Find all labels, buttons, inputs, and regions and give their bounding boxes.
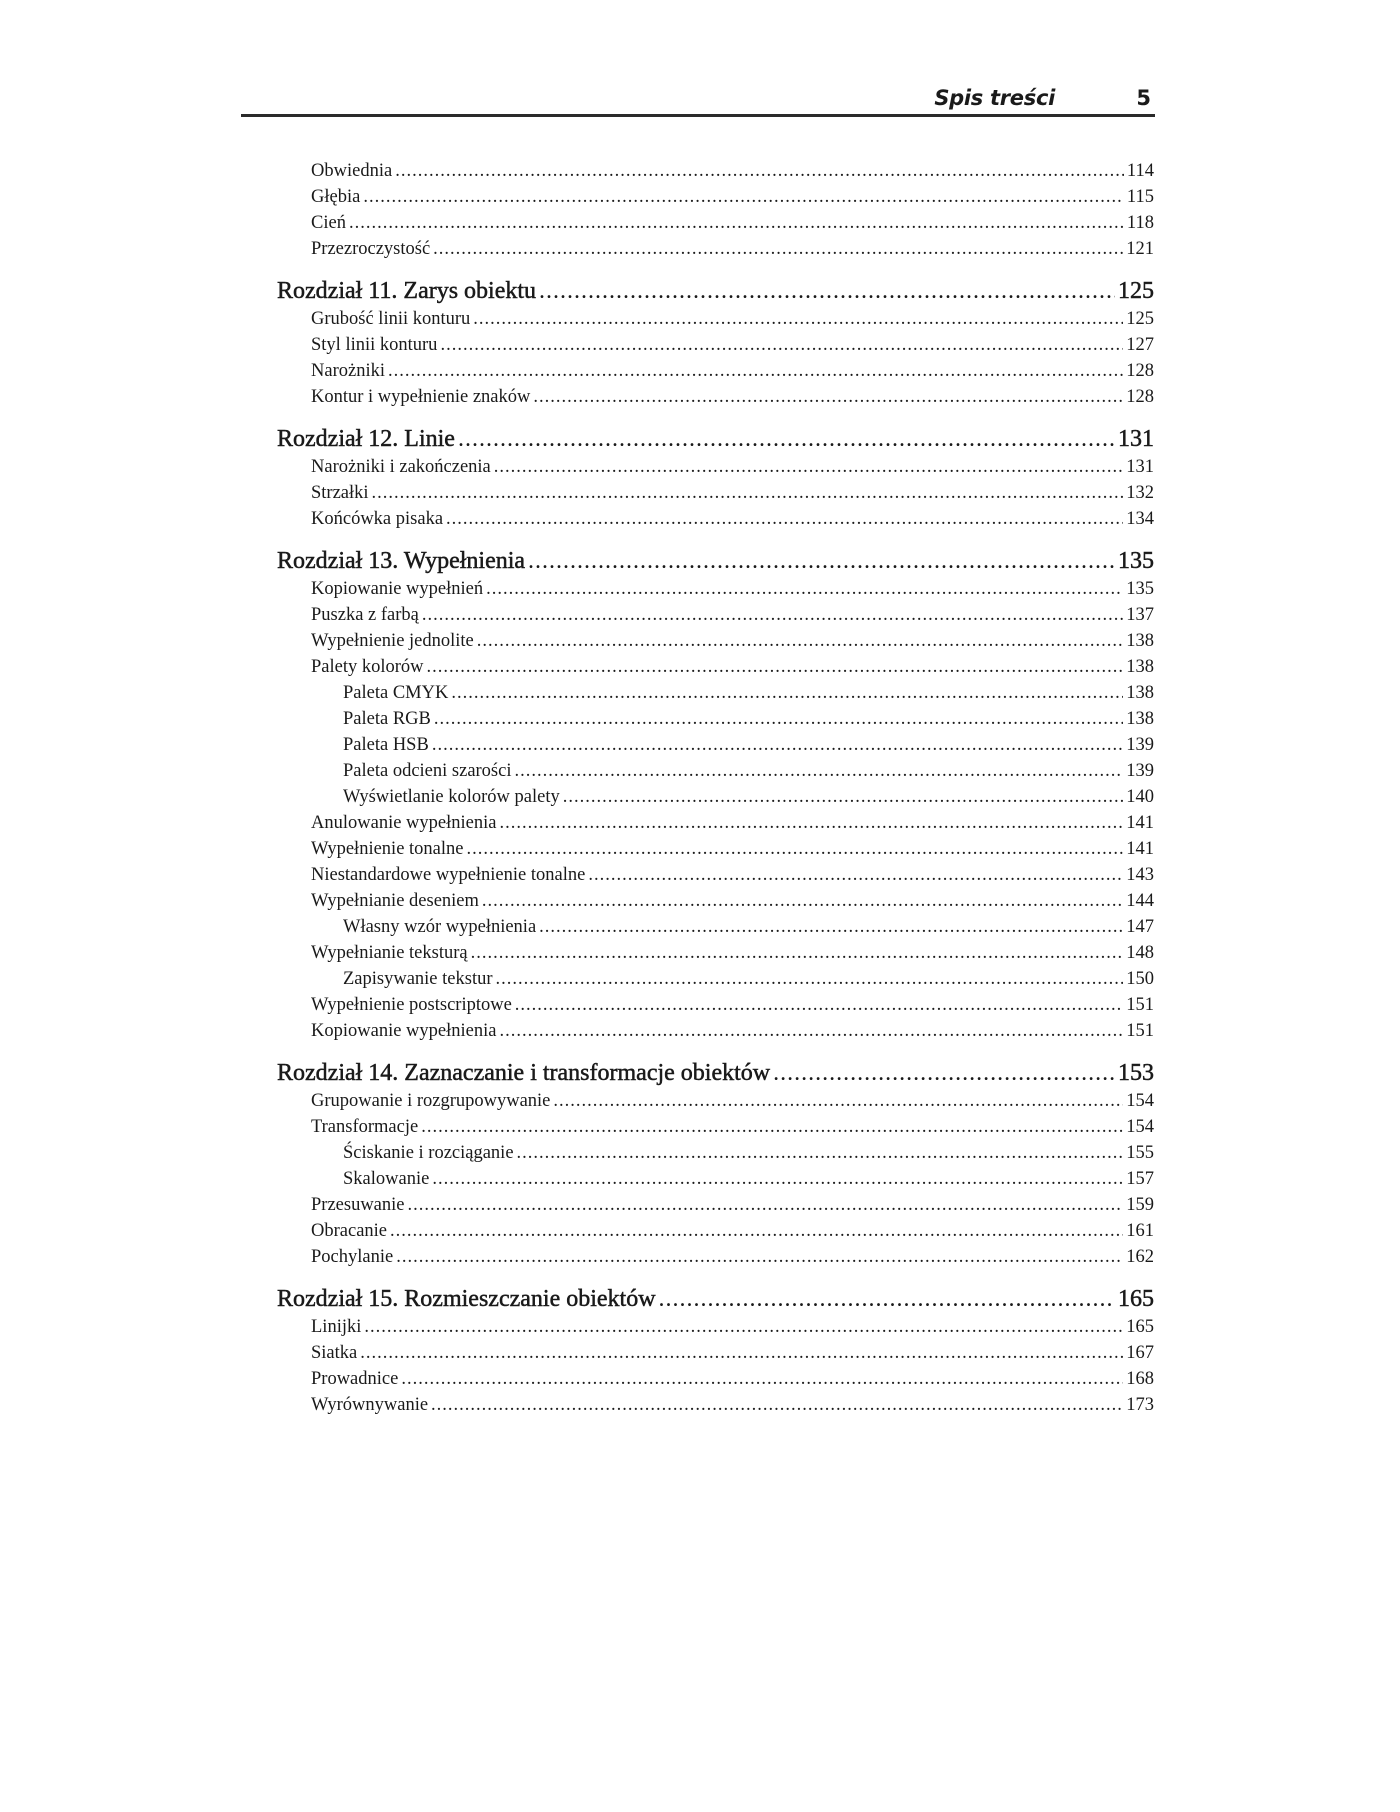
toc-entry[interactable]	[277, 332, 1154, 358]
page-reference: 132	[1126, 483, 1154, 503]
chapter-title: Rozdział 14. Zaznaczanie i transformacje obiektów	[277, 1060, 771, 1086]
page-reference: 131	[1118, 426, 1154, 452]
page-reference: 139	[1126, 761, 1154, 781]
toc-entry[interactable]	[277, 810, 1154, 836]
page-reference: 141	[1126, 813, 1154, 833]
entry-title: Końcówka pisaka	[311, 509, 444, 529]
page-reference: 168	[1126, 1369, 1154, 1389]
page-reference: 125	[1118, 278, 1154, 304]
page-reference: 114	[1126, 161, 1154, 181]
entry-title: Wypełnienie tonalne	[311, 839, 464, 859]
entry-title: Własny wzór wypełnienia	[343, 917, 537, 937]
dot-leader	[451, 680, 1123, 706]
toc-entry[interactable]	[277, 506, 1154, 532]
dot-leader	[433, 236, 1123, 262]
dot-leader	[364, 1314, 1123, 1340]
dot-leader	[372, 480, 1124, 506]
entry-title: Wypełnianie deseniem	[311, 891, 479, 911]
dot-leader	[499, 1018, 1123, 1044]
entry-title: Niestandardowe wypełnienie tonalne	[311, 865, 586, 885]
dot-leader	[517, 1140, 1124, 1166]
entry-title: Styl linii konturu	[311, 335, 438, 355]
dot-leader	[486, 576, 1123, 602]
toc-entry[interactable]	[277, 1018, 1154, 1044]
entry-title: Prowadnice	[311, 1369, 399, 1389]
entry-title: Linijki	[311, 1317, 362, 1337]
dot-leader	[473, 306, 1123, 332]
toc-chapter[interactable]	[277, 1284, 1154, 1314]
entry-title: Paleta odcieni szarości	[343, 761, 512, 781]
toc-chapter[interactable]	[277, 276, 1154, 306]
dot-leader	[539, 914, 1123, 940]
toc-entry[interactable]	[277, 784, 1154, 810]
page-reference: 165	[1126, 1317, 1154, 1337]
entry-title: Wypełnienie postscriptowe	[311, 995, 512, 1015]
dot-leader	[515, 758, 1124, 784]
dot-leader	[395, 158, 1124, 184]
page-reference: 139	[1126, 735, 1154, 755]
page-reference: 154	[1126, 1091, 1154, 1111]
page-reference: 165	[1118, 1286, 1154, 1312]
toc-entry[interactable]	[277, 1218, 1154, 1244]
toc-entry[interactable]	[277, 480, 1154, 506]
page-reference: 115	[1126, 187, 1154, 207]
toc-entry[interactable]	[277, 1244, 1154, 1270]
dot-leader	[482, 888, 1123, 914]
entry-title: Narożniki	[311, 361, 385, 381]
dot-leader	[466, 836, 1123, 862]
page-reference: 128	[1126, 387, 1154, 407]
dot-leader	[539, 276, 1115, 306]
chapter-title: Rozdział 15. Rozmieszczanie obiektów	[277, 1286, 656, 1312]
toc-entry[interactable]	[277, 184, 1154, 210]
dot-leader	[432, 1166, 1123, 1192]
entry-title: Kontur i wypełnienie znaków	[311, 387, 531, 407]
page-reference: 134	[1126, 509, 1154, 529]
page-reference: 154	[1126, 1117, 1154, 1137]
toc-entry[interactable]	[277, 836, 1154, 862]
entry-title: Grupowanie i rozgrupowywanie	[311, 1091, 551, 1111]
toc-entry[interactable]	[277, 758, 1154, 784]
toc-entry[interactable]	[277, 384, 1154, 410]
page-reference: 147	[1126, 917, 1154, 937]
entry-title: Narożniki i zakończenia	[311, 457, 491, 477]
toc-chapter[interactable]	[277, 424, 1154, 454]
toc-entry[interactable]	[277, 454, 1154, 480]
entry-title: Paleta CMYK	[343, 683, 449, 703]
toc-entry[interactable]	[277, 940, 1154, 966]
dot-leader	[421, 1114, 1123, 1140]
toc-entry[interactable]	[277, 1340, 1154, 1366]
page-reference: 131	[1126, 457, 1154, 477]
page-reference: 157	[1126, 1169, 1154, 1189]
toc-entry[interactable]	[277, 602, 1154, 628]
chapter-title: Rozdział 12. Linie	[277, 426, 455, 452]
dot-leader	[388, 358, 1123, 384]
dot-leader	[349, 210, 1124, 236]
entry-title: Strzałki	[311, 483, 369, 503]
page-reference: 138	[1126, 683, 1154, 703]
entry-title: Przesuwanie	[311, 1195, 405, 1215]
toc-entry[interactable]	[277, 888, 1154, 914]
page-reference: 141	[1126, 839, 1154, 859]
entry-title: Obwiednia	[311, 161, 393, 181]
dot-leader	[434, 706, 1123, 732]
toc-entry[interactable]	[277, 914, 1154, 940]
page-reference: 162	[1126, 1247, 1154, 1267]
page-reference: 118	[1126, 213, 1154, 233]
toc-entry[interactable]	[277, 1140, 1154, 1166]
entry-title: Puszka z farbą	[311, 605, 419, 625]
dot-leader	[458, 424, 1115, 454]
toc-entry[interactable]	[277, 1392, 1154, 1418]
dot-leader	[515, 992, 1123, 1018]
page-reference: 135	[1118, 548, 1154, 574]
toc-entry[interactable]	[277, 1114, 1154, 1140]
dot-leader	[422, 602, 1123, 628]
toc-entry[interactable]	[277, 628, 1154, 654]
dot-leader	[477, 628, 1123, 654]
page-reference: 135	[1126, 579, 1154, 599]
toc-entry[interactable]	[277, 1088, 1154, 1114]
toc-entry[interactable]	[277, 1314, 1154, 1340]
dot-leader	[773, 1058, 1115, 1088]
page-reference: 173	[1126, 1395, 1154, 1415]
entry-title: Transformacje	[311, 1117, 419, 1137]
entry-title: Pochylanie	[311, 1247, 394, 1267]
toc-entry[interactable]	[277, 1166, 1154, 1192]
dot-leader	[360, 1340, 1123, 1366]
toc-entry[interactable]	[277, 862, 1154, 888]
page-reference: 138	[1126, 657, 1154, 677]
header-rule	[241, 114, 1155, 117]
toc-entry[interactable]	[277, 966, 1154, 992]
toc-entry[interactable]	[277, 306, 1154, 332]
page-number: 5	[1136, 86, 1151, 110]
dot-leader	[533, 384, 1123, 410]
entry-title: Głębia	[311, 187, 361, 207]
entry-title: Skalowanie	[343, 1169, 430, 1189]
dot-leader	[408, 1192, 1124, 1218]
toc-entry[interactable]	[277, 654, 1154, 680]
page-reference: 148	[1126, 943, 1154, 963]
entry-title: Kopiowanie wypełnień	[311, 579, 484, 599]
dot-leader	[446, 506, 1123, 532]
dot-leader	[528, 546, 1115, 576]
toc-entry[interactable]	[277, 358, 1154, 384]
page-reference: 153	[1118, 1060, 1154, 1086]
dot-leader	[496, 966, 1124, 992]
entry-title: Cień	[311, 213, 346, 233]
toc-entry[interactable]	[277, 576, 1154, 602]
page-reference: 121	[1126, 239, 1154, 259]
chapter-title: Rozdział 11. Zarys obiektu	[277, 278, 537, 304]
toc-chapter[interactable]	[277, 546, 1154, 576]
dot-leader	[659, 1284, 1115, 1314]
page-reference: 140	[1126, 787, 1154, 807]
toc-entry[interactable]	[277, 732, 1154, 758]
entry-title: Wyświetlanie kolorów palety	[343, 787, 560, 807]
entry-title: Wyrównywanie	[311, 1395, 429, 1415]
page-reference: 151	[1126, 995, 1154, 1015]
page-reference: 144	[1126, 891, 1154, 911]
entry-title: Zapisywanie tekstur	[343, 969, 493, 989]
dot-leader	[396, 1244, 1123, 1270]
page-reference: 128	[1126, 361, 1154, 381]
page-reference: 167	[1126, 1343, 1154, 1363]
dot-leader	[390, 1218, 1123, 1244]
dot-leader	[432, 732, 1123, 758]
chapter-title: Rozdział 13. Wypełnienia	[277, 548, 526, 574]
page-reference: 161	[1126, 1221, 1154, 1241]
dot-leader	[499, 810, 1123, 836]
dot-leader	[363, 184, 1124, 210]
entry-title: Kopiowanie wypełnienia	[311, 1021, 497, 1041]
entry-title: Anulowanie wypełnienia	[311, 813, 497, 833]
dot-leader	[440, 332, 1123, 358]
table-of-contents	[277, 158, 1154, 1418]
toc-entry[interactable]	[277, 158, 1154, 184]
page-reference: 138	[1126, 709, 1154, 729]
toc-entry[interactable]	[277, 1366, 1154, 1392]
dot-leader	[471, 940, 1124, 966]
entry-title: Wypełnienie jednolite	[311, 631, 474, 651]
dot-leader	[494, 454, 1123, 480]
toc-entry[interactable]	[277, 706, 1154, 732]
page-reference: 155	[1126, 1143, 1154, 1163]
toc-entry[interactable]	[277, 680, 1154, 706]
dot-leader	[588, 862, 1123, 888]
dot-leader	[553, 1088, 1123, 1114]
page-reference: 143	[1126, 865, 1154, 885]
toc-chapter[interactable]	[277, 1058, 1154, 1088]
entry-title: Ściskanie i rozciąganie	[343, 1143, 514, 1163]
entry-title: Paleta RGB	[343, 709, 431, 729]
page-reference: 137	[1126, 605, 1154, 625]
page-reference: 127	[1126, 335, 1154, 355]
page-reference: 159	[1126, 1195, 1154, 1215]
entry-title: Przezroczystość	[311, 239, 431, 259]
entry-title: Grubość linii konturu	[311, 309, 471, 329]
toc-entry[interactable]	[277, 1192, 1154, 1218]
dot-leader	[401, 1366, 1123, 1392]
dot-leader	[427, 654, 1124, 680]
entry-title: Paleta HSB	[343, 735, 429, 755]
page-reference: 150	[1126, 969, 1154, 989]
running-header-title: Spis treści	[934, 86, 1055, 110]
toc-entry[interactable]	[277, 992, 1154, 1018]
entry-title: Wypełnianie teksturą	[311, 943, 468, 963]
page-reference: 151	[1126, 1021, 1154, 1041]
entry-title: Palety kolorów	[311, 657, 424, 677]
toc-entry[interactable]	[277, 236, 1154, 262]
dot-leader	[431, 1392, 1123, 1418]
toc-entry[interactable]	[277, 210, 1154, 236]
page-reference: 138	[1126, 631, 1154, 651]
dot-leader	[563, 784, 1124, 810]
entry-title: Siatka	[311, 1343, 358, 1363]
entry-title: Obracanie	[311, 1221, 388, 1241]
page-reference: 125	[1126, 309, 1154, 329]
